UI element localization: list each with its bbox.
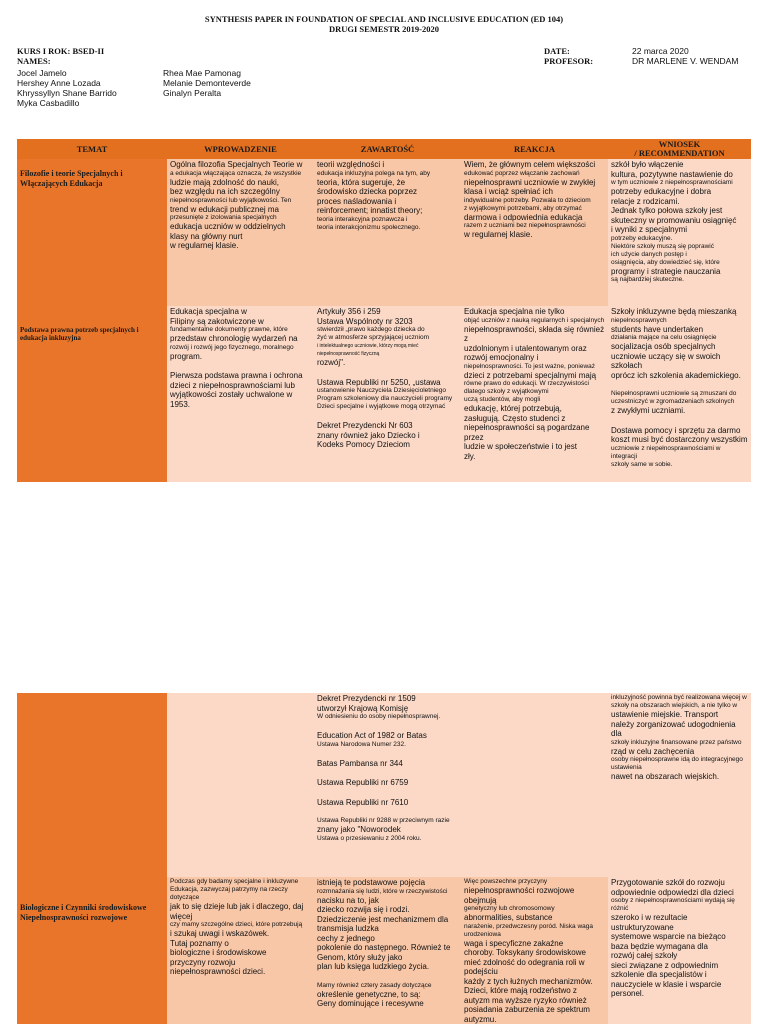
text-line: cechy z jednego xyxy=(317,933,375,943)
text-line: Dzieci, które mają rodzeństwo z xyxy=(464,986,577,995)
text-line: zasługują. Często studenci z xyxy=(464,413,566,423)
text-line: program. xyxy=(170,351,203,361)
text-line: socjalizacja osób specjalnych xyxy=(611,342,716,351)
text-line: dlatego szkoły z wyjątkowymi xyxy=(464,388,549,395)
row4-wprowadzenie xyxy=(167,877,314,1024)
text-line: szkoły same w sobie. xyxy=(611,460,673,468)
text-line: uzdolnionym i utalentowanym oraz xyxy=(464,343,587,353)
text-line: oprócz ich szkolenia akademickiego. xyxy=(611,370,741,380)
text-line: bez względu na ich szczególny xyxy=(170,187,280,196)
text-line: baza będzie wymagana dla xyxy=(611,941,708,951)
text-line: z wyjątkowymi potrzebami, aby otrzymać xyxy=(464,204,582,212)
text-line: niepełnosprawności dzieci. xyxy=(170,967,266,976)
name: Hershey Anne Lozada xyxy=(17,78,101,88)
row4-temat: Biologiczne i Czynniki środowiskowe Niepełnosprawności rozwojowe xyxy=(17,877,167,1024)
text-line: Dekret Prezydencki Nr 603 xyxy=(317,421,413,430)
text-line: przesunięte z izolowania specjalnych xyxy=(170,214,277,221)
text-line: mieć zdolność do odegrania roli w podejściu xyxy=(464,957,585,976)
text-line: indywidualne potrzeby. Pozwala to dzieciom xyxy=(464,196,591,204)
text-line: choroby. Toksykany środowiskowe xyxy=(464,948,586,957)
row2-wprowadzenie xyxy=(167,306,314,482)
text-line: skuteczny w promowaniu osiągnięć xyxy=(611,215,737,225)
text-line: dziecko rozwija się i rodzi. xyxy=(317,905,410,914)
text-line: edukację, której potrzebują, xyxy=(464,404,562,413)
text-line: students have undertaken xyxy=(611,324,704,334)
name: Myka Casbadillo xyxy=(17,98,80,108)
name: Jocel Jamelo xyxy=(17,68,67,78)
synthesis-table-continued xyxy=(17,693,751,1024)
text-line: Geny dominujące i recesywne xyxy=(317,999,424,1008)
text-line: Ustawa o przesiewaniu z 2004 roku. xyxy=(317,834,422,842)
text-line: ustanowienie Nauczyciela Dziesięcioletniego xyxy=(317,387,446,394)
text-line: proces naśladowania i xyxy=(317,196,397,206)
name: Ginalyn Peralta xyxy=(163,88,222,98)
row3-wniosek xyxy=(608,693,751,877)
text-line: i wyniki z specjalnymi xyxy=(611,225,688,234)
professor-label: PROFESOR: xyxy=(544,56,594,66)
text-line: klasa i wciąż spełniać ich xyxy=(464,187,553,196)
text-line: edukacja inkluzyjna polega na tym, aby xyxy=(317,169,431,177)
text-line: ich użycie danych postęp i xyxy=(611,250,687,258)
text-line: osoby niepełnosprawne idą do integracyjnego ustawienia xyxy=(611,756,743,771)
text-line: w tym uczniowie z niepełnosprawnościami xyxy=(611,179,733,186)
text-line: stwierdził „prawo każdego dziecka do xyxy=(317,326,425,333)
text-line: ustawienie miejskie. Transport xyxy=(611,710,719,719)
row1-reakcja xyxy=(461,159,608,306)
text-line: szkoły na obszarach wiejskich, a nie tylko w xyxy=(611,702,738,709)
title-line-1: SYNTHESIS PAPER IN FOUNDATION OF SPECIAL AND INCLUSIVE EDUCATION (ED 104) xyxy=(204,14,564,24)
text-line: Dziedziczenie jest mechanizmem dla xyxy=(317,914,449,924)
text-line: rozmnażania się ludzi, które w rzeczywistości xyxy=(317,887,448,895)
text-line: Jednak tylko połowa szkoły jest xyxy=(611,206,723,215)
text-line: i szukaj uwagi i wskazówek. xyxy=(170,929,270,938)
text-line: edukacja uczniów w oddzielnych xyxy=(170,222,286,231)
text-line: w regularnej klasie. xyxy=(464,230,533,239)
text-line: przyczyny rozwoju xyxy=(170,957,236,967)
text-line: równe prawo do edukacji. W rzeczywistości xyxy=(464,380,589,387)
text-line: rozwój i rozwój jego fizycznego, moralnego xyxy=(170,343,294,351)
text-line: Ustawa Narodowa Numer 232. xyxy=(317,740,406,748)
text-line: Ustawa Republiki nr 5250, „ustawa xyxy=(317,377,441,387)
text-line: określenie genetyczne, to są: xyxy=(317,989,421,999)
text-line: Education Act of 1982 or Batas xyxy=(317,731,427,740)
text-line: razem z uczniami bez niepełnosprawności xyxy=(464,222,586,229)
professor-value: DR MARLENE V. WENDAM xyxy=(632,56,739,66)
text-line: rozwój całej szkoły xyxy=(611,951,678,960)
text-line: posiadania zaburzenia ze spektrum autyzmu. xyxy=(464,1005,590,1024)
text-line: klasy na główny nurt xyxy=(170,231,243,241)
text-line: fundamentalne dokumenty prawne, które xyxy=(170,326,288,333)
course-label: KURS I ROK: BSED-II xyxy=(17,46,105,56)
text-line: ludzie mają zdolność do nauki, xyxy=(170,177,279,187)
text-line: uczestniczyć w zgromadzeniach szkolnych xyxy=(611,398,735,405)
text-line: plan lub księga ludzkiego życia. xyxy=(317,962,430,971)
text-line: zły. xyxy=(464,451,476,461)
text-line: Artykuły 356 i 259 xyxy=(317,307,381,316)
text-line: systemowe wsparcie na bieżąco xyxy=(611,932,726,941)
date-value: 22 marca 2020 xyxy=(632,46,689,56)
text-line: teoria, która sugeruje, że xyxy=(317,177,406,187)
text-line: czy mamy szczególne dzieci, które potrzebują xyxy=(170,921,303,928)
text-line: osiągnięcia, aby dowiedzieć się, które xyxy=(611,258,720,266)
text-line: abnormalities, substance xyxy=(464,913,553,922)
text-line: niepełnosprawności są pogardzane przez xyxy=(464,423,590,442)
names-column-1 xyxy=(17,68,117,108)
text-line: Mamy również cztery zasady dotyczące xyxy=(317,981,432,989)
text-line: reinforcement; innatist theory; xyxy=(317,206,423,215)
text-line: Kodeks Pomocy Dzieciom xyxy=(317,440,410,449)
text-line: Program szkoleniowy dla nauczycieli programy xyxy=(317,395,453,402)
text-line: personel. xyxy=(611,989,644,998)
text-line: uczniowie uczący się w swoich szkołach xyxy=(611,351,721,370)
header-wprowadzenie: WPROWADZENIE xyxy=(167,139,314,159)
name: Khryssyllyn Shane Barrido xyxy=(17,88,117,98)
row3-temat xyxy=(17,693,167,877)
text-line: inkluzyjność powinna być realizowana więcej w xyxy=(611,694,747,701)
text-line: dzieci z niepełnosprawnościami lub xyxy=(170,380,295,390)
text-line: niepełnosprawnych xyxy=(611,316,667,324)
text-line: narażenie, przedwczesny poród. Niska waga urodzeniowa xyxy=(464,922,593,938)
text-line: genetyczny lub chromosomowy xyxy=(464,905,555,912)
text-line: Przygotowanie szkół do rozwoju xyxy=(611,878,725,887)
text-line: darmowa i odpowiednia edukacja xyxy=(464,212,583,222)
text-line: Ustawa Wspólnoty nr 3203 xyxy=(317,316,413,326)
row2-zawartosc xyxy=(314,306,461,482)
row3-zawartosc xyxy=(314,693,461,877)
document-title xyxy=(0,14,768,34)
text-line: należy zorganizować udogodnienia dla xyxy=(611,719,736,738)
text-line: znany również jako Dziecko i xyxy=(317,430,420,440)
header-zawartosc: ZAWARTOŚĆ xyxy=(314,139,461,159)
text-line: autyzm ma wyższe ryzyko również xyxy=(464,995,587,1005)
text-line: teoria interakcyjna poznawcza i xyxy=(317,215,408,223)
text-line: 1953. xyxy=(170,399,191,409)
row1-temat: Filozofie i teorie Specjalnych i Włączających Edukacja xyxy=(17,159,167,306)
text-line: Więc powszechne przyczyny xyxy=(464,878,548,885)
text-line: Dekret Prezydencki nr 1509 xyxy=(317,694,416,703)
text-line: Ustawa Republiki nr 7610 xyxy=(317,797,409,807)
text-line: Wiem, że głównym celem większości xyxy=(464,160,596,169)
date-label: DATE: xyxy=(544,46,570,56)
text-line: niepełnosprawności rozwojowe obejmują xyxy=(464,886,575,905)
text-line: działania mające na celu osiągnięcie xyxy=(611,334,717,341)
text-line: Podczas gdy badamy specjalne i inkluzywne xyxy=(170,878,299,885)
text-line: każdy z tych łużnych mechanizmów. xyxy=(464,976,593,986)
row1-zawartosc xyxy=(314,159,461,306)
text-line: Tutaj poznamy o xyxy=(170,938,229,948)
text-line: Ogólna filozofia Specjalnych Teorie w xyxy=(170,160,303,169)
text-line: ludzie w społeczeństwie i to jest xyxy=(464,442,577,451)
text-line: nacisku na to, jak xyxy=(317,895,379,905)
text-line: a edukacja włączająca oznacza, że wszystkie xyxy=(170,169,302,177)
header-temat: TEMAT xyxy=(17,139,167,159)
text-line: Filipiny są zakotwiczone w xyxy=(170,316,264,326)
text-line: biologiczne i środowiskowe xyxy=(170,948,267,957)
text-line: przedstaw chronologię wydarzeń na xyxy=(170,334,298,343)
text-line: teorii względności i xyxy=(317,160,385,169)
row4-wniosek xyxy=(608,877,751,1024)
name: Melanie Demonteverde xyxy=(163,78,251,88)
row2-wniosek xyxy=(608,306,751,482)
text-line: Genom, który służy jako xyxy=(317,952,403,962)
row2-reakcja xyxy=(461,306,608,482)
text-line: i intelektualnego uczniowie, którzy mogą mieć niepełnosprawność fizyczną xyxy=(317,343,419,357)
text-line: potrzeby edukacyjne i dobra xyxy=(611,187,712,196)
text-line: sieci związane z odpowiednim xyxy=(611,960,719,970)
text-line: niepełnosprawności lub wyjątkowości. Ten xyxy=(170,196,292,204)
row1-wprowadzenie xyxy=(167,159,314,306)
text-line: teoria interakcjonizmu społecznego. xyxy=(317,223,421,231)
text-line: z zwykłymi uczniami. xyxy=(611,406,686,415)
text-line: objąć uczniów z nauką regularnych i specjalnych xyxy=(464,316,605,324)
text-line: Edukacja specjalna nie tylko xyxy=(464,307,565,316)
text-line: istnieją te podstawowe pojęcia xyxy=(317,878,426,887)
row4-zawartosc xyxy=(314,877,461,1024)
text-line: szkolenie dla specjalistów i xyxy=(611,970,707,979)
header-wniosek: WNIOSEK / RECOMMENDATION xyxy=(608,139,751,159)
text-line: waga i specyficzne zakaźne xyxy=(464,938,564,948)
row3-wprowadzenie xyxy=(167,693,314,877)
synthesis-table xyxy=(17,139,751,482)
text-line: uczniowie z niepełnosprawnościami w integracji xyxy=(611,444,721,460)
text-line: w regularnej klasie. xyxy=(170,241,239,250)
text-line: rozwój". xyxy=(317,358,346,367)
text-line: utworzył Krajową Komisję xyxy=(317,703,409,713)
text-line: Szkoły inkluzywne będą mieszanką xyxy=(611,307,737,316)
title-line-2: DRUGI SEMESTR 2019-2020 xyxy=(328,24,440,34)
text-line: rozwój emocjonalny i xyxy=(464,353,539,362)
text-line: edukować poprzez włączanie zachowań xyxy=(464,169,580,177)
text-line: programy i strategie nauczania xyxy=(611,266,721,276)
text-line: trend w edukacji publicznej ma xyxy=(170,204,279,214)
names-label: NAMES: xyxy=(17,56,51,66)
text-line: nawet na obszarach wiejskich. xyxy=(611,772,720,781)
text-line: transmisja ludzka xyxy=(317,924,379,933)
text-line: Ustawa Republiki nr 9288 w przeciwnym razie xyxy=(317,817,450,824)
text-line: są najbardziej skuteczne. xyxy=(611,276,684,283)
text-line: nauczyciele w klasie i wsparcie xyxy=(611,979,722,989)
text-line: Dostawa pomocy i sprzętu za darmo xyxy=(611,425,741,435)
row2-temat: Podstawa prawna potrzeb specjalnych i edukacja inkluzyjna xyxy=(17,306,167,482)
text-line: Pierwsza podstawa prawna i ochrona xyxy=(170,371,303,380)
row3-reakcja xyxy=(461,693,608,877)
text-line: uczą studentów, aby mogli xyxy=(464,396,541,403)
text-line: szkoły inkluzyjne finansowane przez państwo xyxy=(611,738,742,746)
text-line: żyć w atmosferze sprzyjającej uczniom xyxy=(317,334,429,341)
text-line: niepełnosprawni uczniowie w zwykłej xyxy=(464,177,596,187)
text-line: W odniesieniu do osoby niepełnosprawnej. xyxy=(317,713,441,720)
text-line: szkół było włączenie xyxy=(611,160,684,169)
text-line: osoby z niepełnosprawnościami wydają się różnić xyxy=(611,897,735,912)
text-line: koszt musi być dostarczony wszystkim xyxy=(611,435,748,444)
text-line: Edukacja, zazwyczaj patrzymy na rzeczy dotyczące xyxy=(170,886,288,901)
text-line: rząd w celu zachęcenia xyxy=(611,746,695,756)
text-line: pokolenie do następnego. Również te xyxy=(317,943,451,952)
text-line: Edukacja specjalna w xyxy=(170,307,247,316)
row1-wniosek xyxy=(608,159,751,306)
text-line: Dzieci specjalne i wyjątkowe mogą otrzymać xyxy=(317,403,446,410)
text-line: Batas Pambansa nr 344 xyxy=(317,758,403,768)
text-line: kultura, pozytywne nastawienie do xyxy=(611,169,733,179)
row4-reakcja xyxy=(461,877,608,1024)
text-line: dzieci z potrzebami specjalnymi mają xyxy=(464,370,597,380)
name: Rhea Mae Pamonag xyxy=(163,68,241,78)
text-line: Niektóre szkoły muszą się poprawić xyxy=(611,242,714,250)
text-line: jak to się dzieje lub jak i dlaczego, daj więcej xyxy=(170,902,304,921)
text-line: Ustawa Republiki nr 6759 xyxy=(317,778,409,787)
text-line: znany jako "Noworodek xyxy=(317,825,401,834)
text-line: odpowiednie odpowiedzi dla dzieci xyxy=(611,887,734,897)
header-reakcja: REAKCJA xyxy=(461,139,608,159)
text-line: Niepełnosprawni uczniowie są zmuszani do xyxy=(611,390,737,397)
text-line: wyjątkowości zostały uchwalone w xyxy=(170,390,293,399)
text-line: środowisko dziecka poprzez xyxy=(317,187,418,196)
text-line: niepełnosprawności. To jest ważne, ponieważ xyxy=(464,362,596,370)
text-line: niepełnosprawności, składa się również z xyxy=(464,324,605,343)
names-column-2 xyxy=(163,68,251,98)
text-line: szeroko i w rezultacie ustrukturyzowane xyxy=(611,913,688,932)
text-line: potrzeby edukacyjne. xyxy=(611,234,673,242)
text-line: relacje z rodzicami. xyxy=(611,196,680,206)
